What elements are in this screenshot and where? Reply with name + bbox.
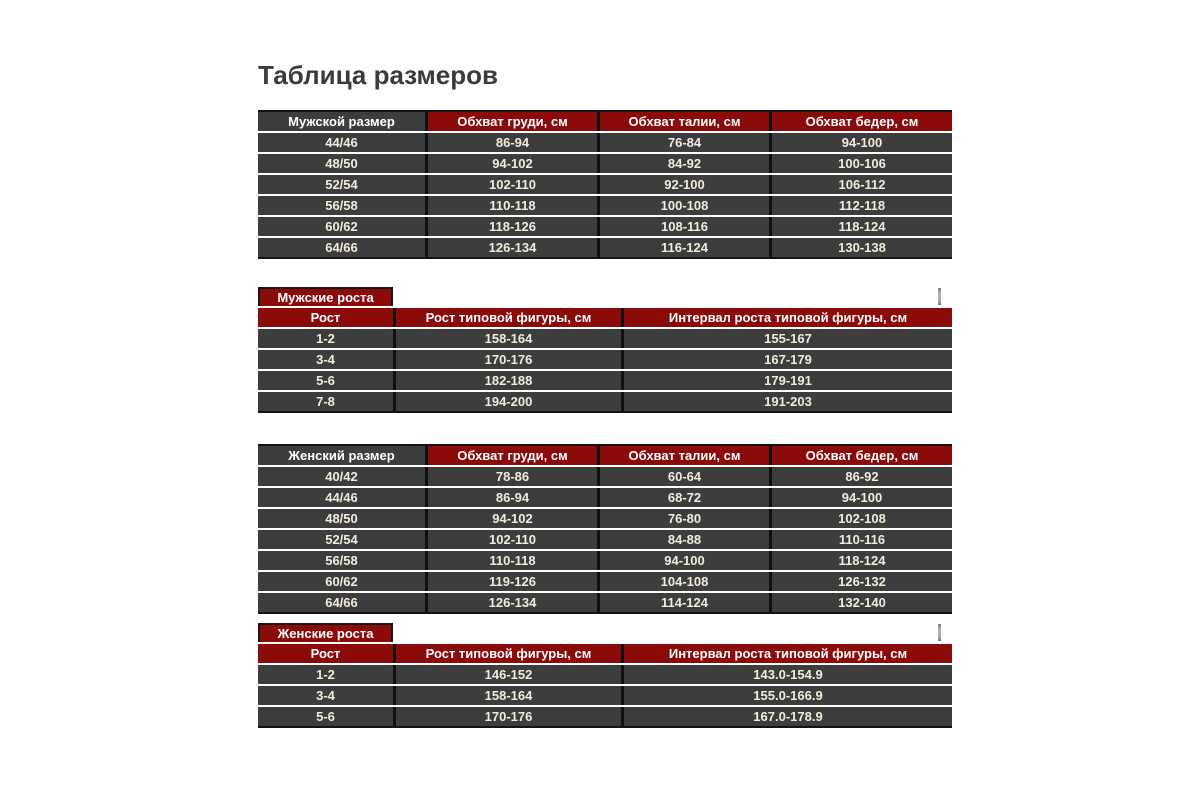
table-row <box>258 593 952 612</box>
table-cell: 92-100 <box>597 175 769 194</box>
column-header-cell: Обхват талии, см <box>597 112 769 131</box>
table-cell: 5-6 <box>258 371 393 390</box>
table-cell: 52/54 <box>258 530 425 549</box>
column-header-cell: Интервал роста типовой фигуры, см <box>621 644 952 663</box>
table-cell: 155-167 <box>621 329 952 348</box>
table-cell: 106-112 <box>769 175 952 194</box>
table-cell: 56/58 <box>258 551 425 570</box>
table-cell: 44/46 <box>258 133 425 152</box>
table-cell: 170-176 <box>393 707 621 726</box>
size-table-men-heights <box>258 287 952 413</box>
table-cell: 126-134 <box>425 238 597 257</box>
table-cell: 5-6 <box>258 707 393 726</box>
table-row <box>258 572 952 591</box>
table-row <box>258 154 952 173</box>
table-cell: 94-100 <box>597 551 769 570</box>
table-title-cell: Женские роста <box>258 623 393 642</box>
table-cell: 167-179 <box>621 350 952 369</box>
table-row <box>258 371 952 390</box>
table-cell: 76-84 <box>597 133 769 152</box>
table-cell: 64/66 <box>258 238 425 257</box>
table-cell: 110-116 <box>769 530 952 549</box>
table-row <box>258 196 952 215</box>
column-header-cell: Обхват бедер, см <box>769 112 952 131</box>
page-title: Таблица размеров <box>258 60 498 90</box>
table-cell: 118-124 <box>769 551 952 570</box>
table-cell: 3-4 <box>258 350 393 369</box>
table-cell: 64/66 <box>258 593 425 612</box>
table-cell: 1-2 <box>258 665 393 684</box>
table-cell: 155.0-166.9 <box>621 686 952 705</box>
table-row <box>258 686 952 705</box>
size-table-women-sizes <box>258 444 952 614</box>
table-row <box>258 509 952 528</box>
table-cell: 44/46 <box>258 488 425 507</box>
table-cell: 100-106 <box>769 154 952 173</box>
table-cell: 116-124 <box>597 238 769 257</box>
table-cell: 100-108 <box>597 196 769 215</box>
table-row <box>258 467 952 486</box>
table-cell: 112-118 <box>769 196 952 215</box>
table-cell: 94-100 <box>769 133 952 152</box>
column-header-cell: Женский размер <box>258 446 425 465</box>
column-header-cell: Рост типовой фигуры, см <box>393 644 621 663</box>
table-cell: 56/58 <box>258 196 425 215</box>
table-row <box>258 392 952 411</box>
table-header-row <box>258 644 952 663</box>
size-table-women-heights <box>258 623 952 728</box>
table-title-row <box>258 287 952 306</box>
table-row <box>258 175 952 194</box>
table-cell: 84-88 <box>597 530 769 549</box>
table-cell: 94-102 <box>425 154 597 173</box>
table-cell: 158-164 <box>393 686 621 705</box>
column-header-cell: Рост <box>258 308 393 327</box>
table-header-row <box>258 446 952 465</box>
table-cell: 130-138 <box>769 238 952 257</box>
table-cell: 94-102 <box>425 509 597 528</box>
table-cell: 3-4 <box>258 686 393 705</box>
table-row <box>258 350 952 369</box>
table-row <box>258 488 952 507</box>
table-cell: 191-203 <box>621 392 952 411</box>
table-cell: 40/42 <box>258 467 425 486</box>
table-cell: 110-118 <box>425 551 597 570</box>
table-cell: 76-80 <box>597 509 769 528</box>
table-row <box>258 707 952 726</box>
column-header-cell: Мужской размер <box>258 112 425 131</box>
table-cell: 170-176 <box>393 350 621 369</box>
table-cell: 60/62 <box>258 572 425 591</box>
table-cell: 118-124 <box>769 217 952 236</box>
edge-artifact-mark <box>938 624 941 641</box>
table-cell: 194-200 <box>393 392 621 411</box>
table-cell: 146-152 <box>393 665 621 684</box>
edge-artifact-mark <box>938 288 941 305</box>
table-cell: 60/62 <box>258 217 425 236</box>
column-header-cell: Обхват талии, см <box>597 446 769 465</box>
table-cell: 102-110 <box>425 530 597 549</box>
table-cell: 126-134 <box>425 593 597 612</box>
table-cell: 48/50 <box>258 154 425 173</box>
table-cell: 60-64 <box>597 467 769 486</box>
table-cell: 84-92 <box>597 154 769 173</box>
table-row <box>258 530 952 549</box>
table-cell: 104-108 <box>597 572 769 591</box>
table-row <box>258 551 952 570</box>
table-cell: 48/50 <box>258 509 425 528</box>
table-cell: 86-94 <box>425 488 597 507</box>
table-row <box>258 329 952 348</box>
table-cell: 182-188 <box>393 371 621 390</box>
table-cell: 94-100 <box>769 488 952 507</box>
table-header-row <box>258 308 952 327</box>
column-header-cell: Рост типовой фигуры, см <box>393 308 621 327</box>
table-cell: 110-118 <box>425 196 597 215</box>
table-cell: 78-86 <box>425 467 597 486</box>
table-header-row <box>258 112 952 131</box>
table-cell: 108-116 <box>597 217 769 236</box>
size-table-men-sizes <box>258 110 952 259</box>
table-cell: 132-140 <box>769 593 952 612</box>
table-cell: 68-72 <box>597 488 769 507</box>
table-cell: 102-110 <box>425 175 597 194</box>
column-header-cell: Обхват груди, см <box>425 446 597 465</box>
table-cell: 158-164 <box>393 329 621 348</box>
table-cell: 126-132 <box>769 572 952 591</box>
table-title-cell: Мужские роста <box>258 287 393 306</box>
table-row <box>258 665 952 684</box>
table-cell: 52/54 <box>258 175 425 194</box>
table-cell: 102-108 <box>769 509 952 528</box>
table-row <box>258 133 952 152</box>
column-header-cell: Обхват бедер, см <box>769 446 952 465</box>
table-cell: 179-191 <box>621 371 952 390</box>
table-row <box>258 238 952 257</box>
column-header-cell: Рост <box>258 644 393 663</box>
column-header-cell: Интервал роста типовой фигуры, см <box>621 308 952 327</box>
table-row <box>258 217 952 236</box>
table-cell: 143.0-154.9 <box>621 665 952 684</box>
table-cell: 119-126 <box>425 572 597 591</box>
table-cell: 86-92 <box>769 467 952 486</box>
table-cell: 167.0-178.9 <box>621 707 952 726</box>
column-header-cell: Обхват груди, см <box>425 112 597 131</box>
table-cell: 114-124 <box>597 593 769 612</box>
table-cell: 1-2 <box>258 329 393 348</box>
table-title-row <box>258 623 952 642</box>
table-cell: 7-8 <box>258 392 393 411</box>
table-cell: 118-126 <box>425 217 597 236</box>
table-cell: 86-94 <box>425 133 597 152</box>
